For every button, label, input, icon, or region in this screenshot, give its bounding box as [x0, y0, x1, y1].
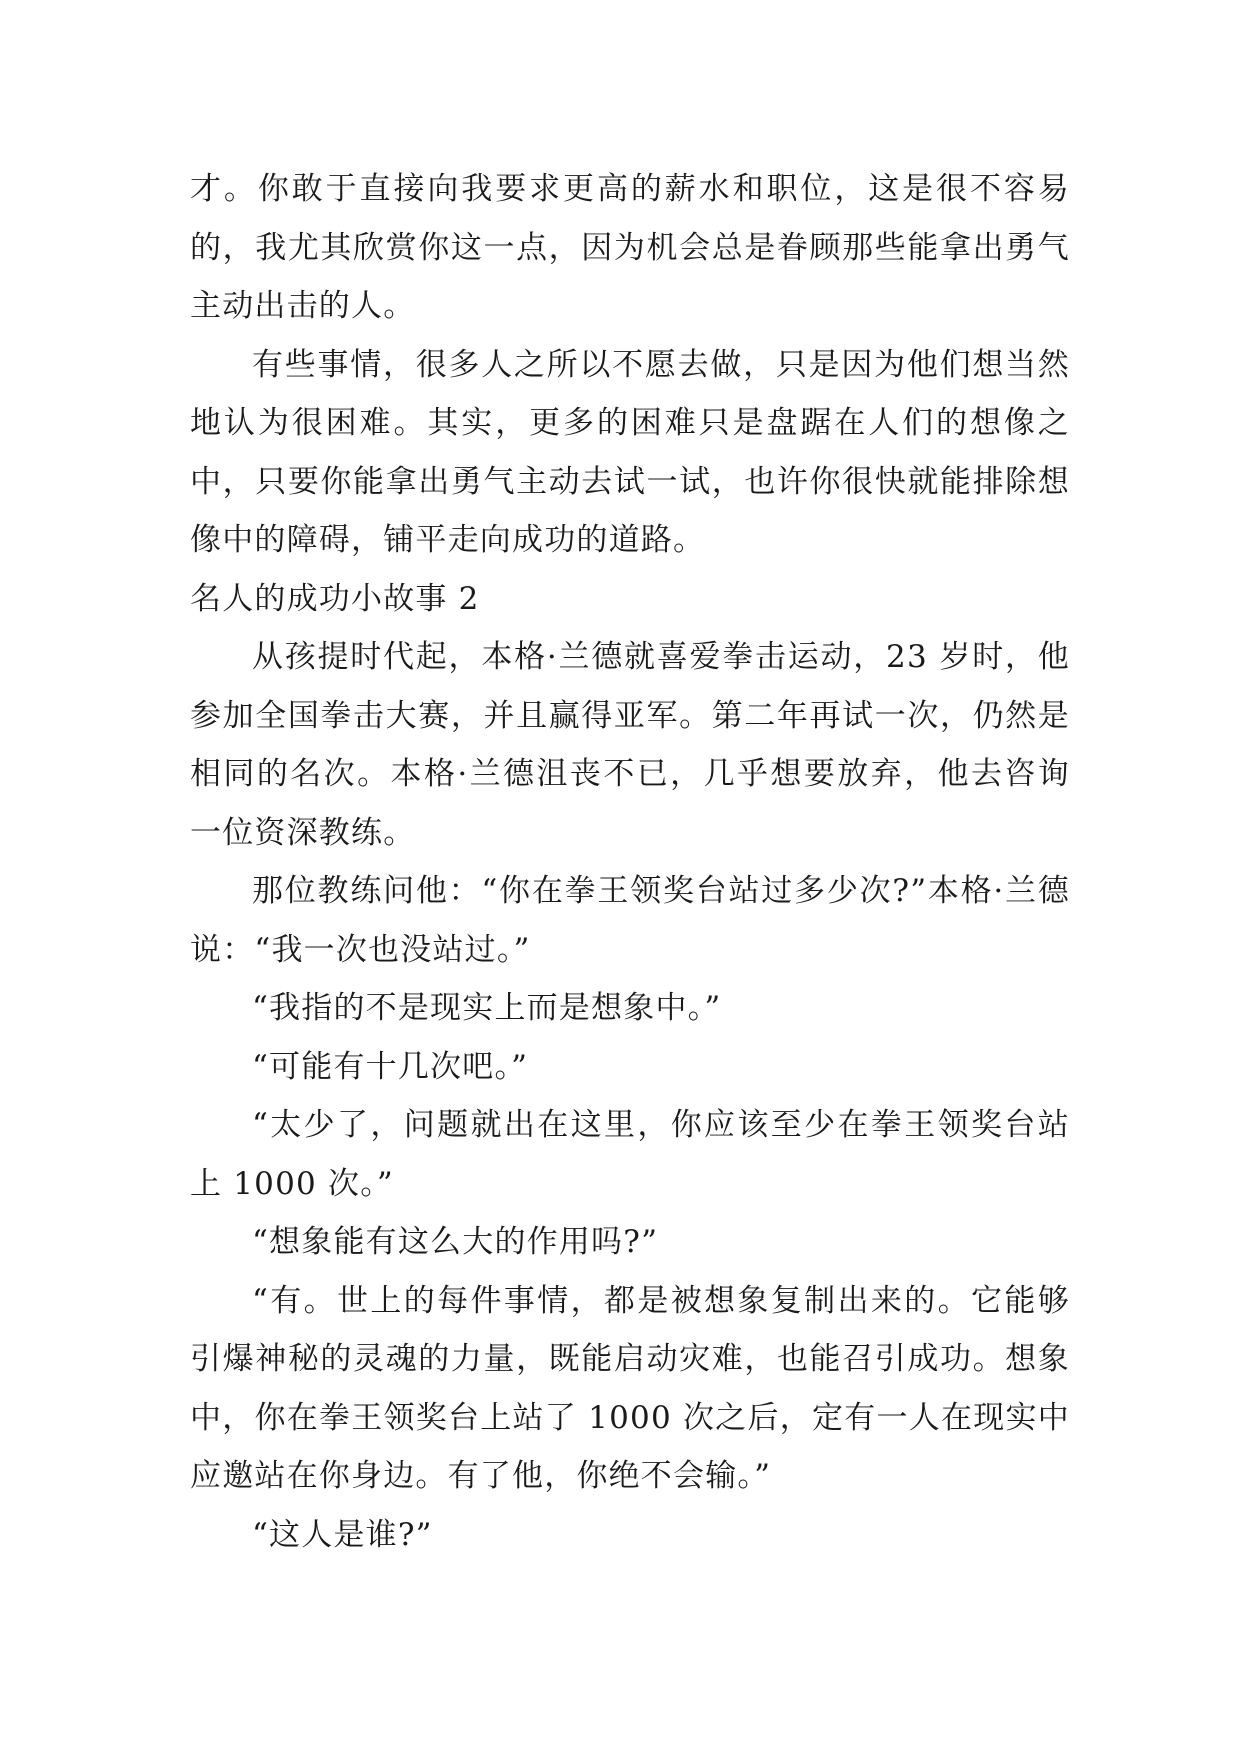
paragraph: 从孩提时代起，本格·兰德就喜爱拳击运动，23 岁时，他参加全国拳击大赛，并且赢得亚军。第二年再试一次，仍然是相同的名次。本格·兰德沮丧不已，几乎想要放弃，他去咨询一位资深教练。: [190, 639, 1070, 851]
paragraph: 才。你敢于直接向我要求更高的薪水和职位，这是很不容易的，我尤其欣赏你这一点，因为机会总是眷顾那些能拿出勇气主动出击的人。: [190, 171, 1070, 324]
dialogue-line: “我指的不是现实上而是想象中。”: [252, 990, 722, 1026]
dialogue-line: “可能有十几次吧。”: [252, 1048, 529, 1085]
dialogue-line: “有。世上的每件事情，都是被想象复制出来的。它能够引爆神秘的灵魂的力量，既能启动灾难，也能召引成功。想象中，你在拳王领奖台上站了 1000 次之后，定有一人在现实中应邀站在你身边。有了他，你绝不会输。”: [190, 1282, 1070, 1494]
section-heading: 名人的成功小故事 2: [190, 580, 480, 617]
paragraph: 那位教练问他：“你在拳王领奖台站过多少次?”本格·兰德说：“我一次也没站过。”: [190, 873, 1070, 968]
paragraph: 有些事情，很多人之所以不愿去做，只是因为他们想当然地认为很困难。其实，更多的困难只是盘踞在人们的想像之中，只要你能拿出勇气主动去试一试，也许你很快就能排除想像中的障碍，铺平走向成功的道路。: [190, 346, 1070, 558]
document-body: [190, 160, 1070, 1564]
dialogue-line: “太少了，问题就出在这里，你应该至少在拳王领奖台站上 1000 次。”: [190, 1107, 1070, 1202]
dialogue-line: “这人是谁?”: [252, 1516, 433, 1553]
dialogue-line: “想象能有这么大的作用吗?”: [252, 1224, 659, 1260]
